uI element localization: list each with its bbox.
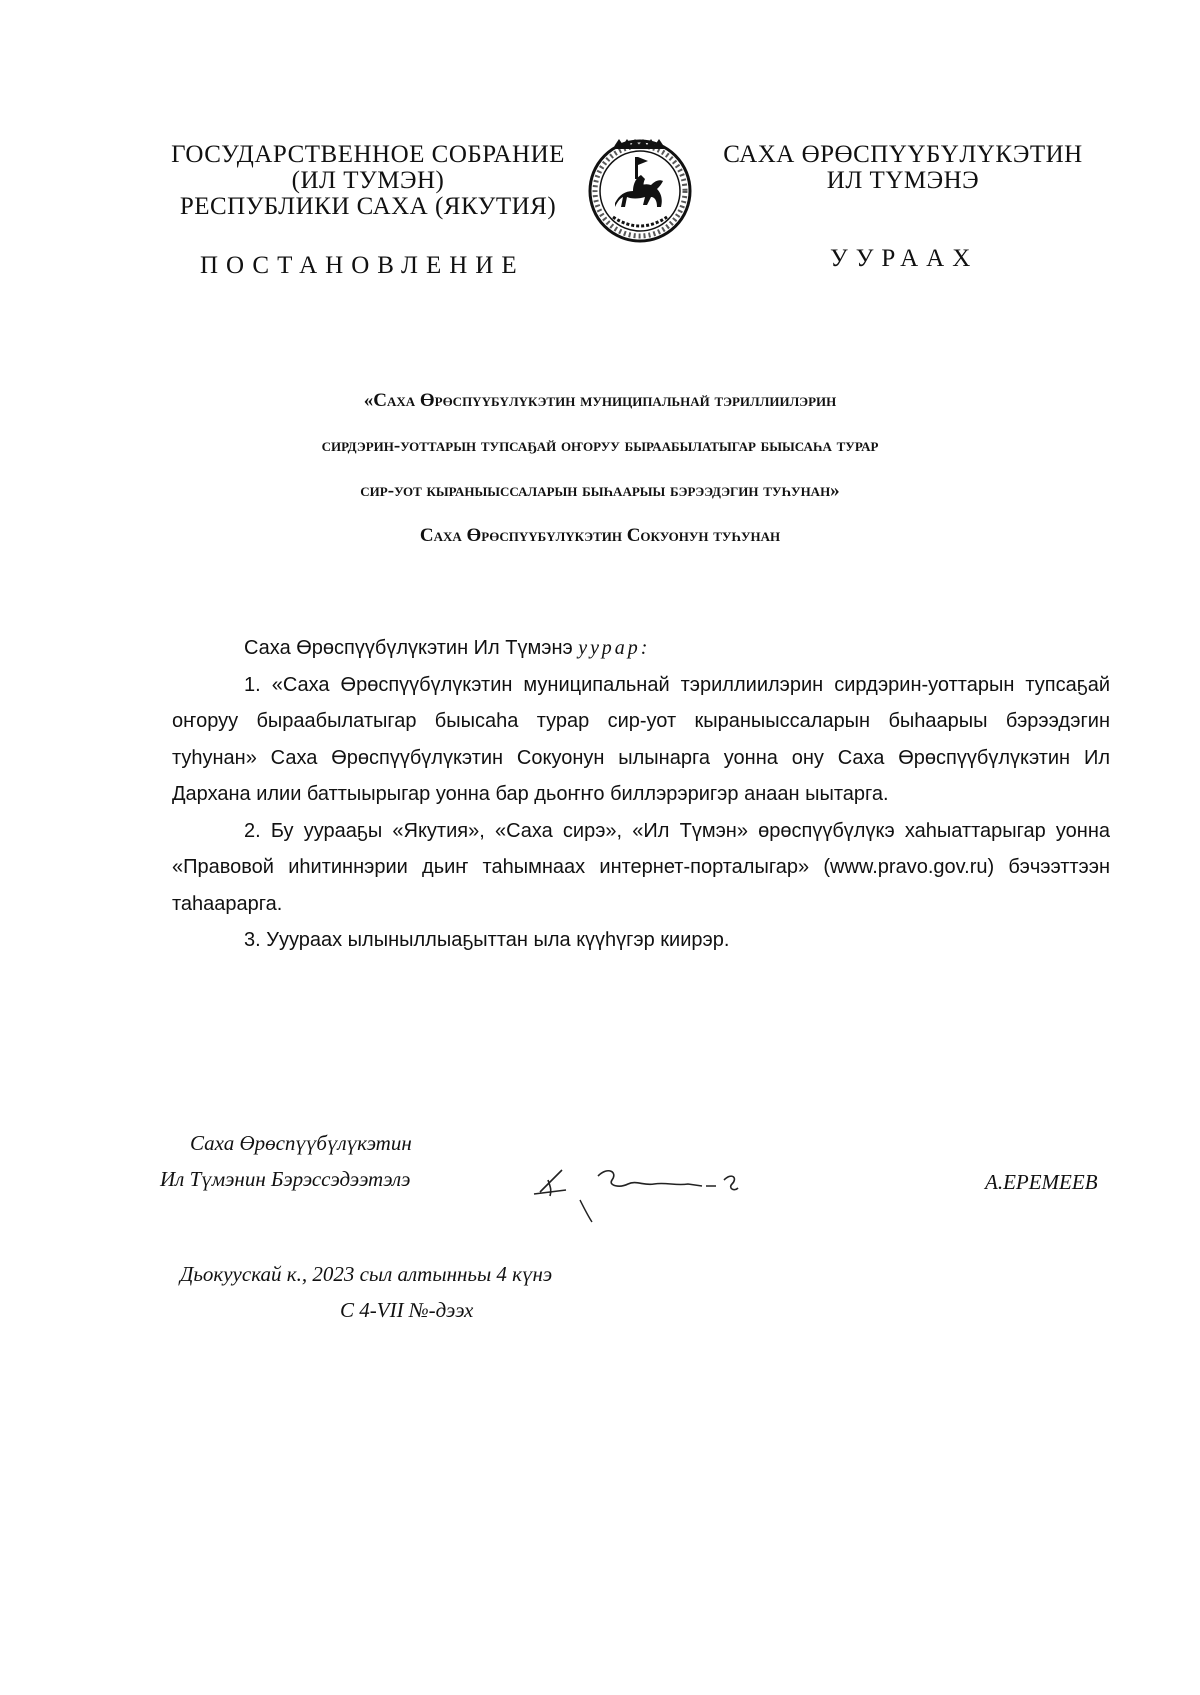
title-line-1: «Саха Өрөспүүбүлүкэтин муниципальнай тэриллиилэрин <box>363 390 837 411</box>
sakha-emblem-icon <box>585 135 695 247</box>
header-left-line-2: (ИЛ ТУМЭН) <box>291 167 445 194</box>
resolution-item-1: 1. «Саха Өрөспүүбүлүкэтин муниципальнай тэриллиилэрин сирдэрин-уоттарын тупсаҕай оҥоруу быраабылатыгар быысаһа турар сир-уот кыраныыссаларын быһаарыы бэрээдэгин туһунан» Саха Өрөспүүбүлүкэтин Сокуонун ылынарга уонна ону Саха Өрөспүүбүлүкэтин Ил Дархана илии баттыырыгар уонна бар дьоҥҥо биллэрэригэр анаан ыытарга. <box>172 673 1110 805</box>
place-and-date: Дьокуускай к., 2023 сыл алтынньы 4 күнэ <box>180 1262 553 1286</box>
header-left-line-1: ГОСУДАРСТВЕННОЕ СОБРАНИЕ <box>171 141 565 168</box>
header-left-line-3: РЕСПУБЛИКИ САХА (ЯКУТИЯ) <box>179 193 557 220</box>
signatory-position-line-1: Саха Өрөспүүбүлүкэтин <box>190 1131 412 1155</box>
handwritten-signature <box>520 1150 810 1225</box>
resolution-lead <box>172 630 1110 667</box>
title-line-4: Саха Өрөспүүбүлүкэтин Сокуонун туһунан <box>419 525 781 546</box>
signatory-position <box>160 1125 412 1197</box>
signatory-position-line-2: Ил Түмэнин Бэрэссэдээтэлэ <box>160 1167 411 1191</box>
resolution-item-3: 3. Ууураах ылыныллыаҕыттан ыла күүһүгэр киирэр. <box>244 929 730 951</box>
document-body <box>172 630 1110 959</box>
title-line-3: сир-уот кыраныыссаларын быһаарыы бэрээдэгин туһунан» <box>360 480 840 501</box>
lead-emphasis: уурар: <box>578 637 651 659</box>
title-line-2: сирдэрин-уоттарын тупсаҕай оҥоруу быраабылатыгар быысаһа турар <box>321 435 879 456</box>
document-title <box>150 378 1050 558</box>
header-left-block <box>158 142 578 220</box>
document-number: С 4-VII №-дээх <box>340 1298 474 1322</box>
header-right-line-1: САХА ӨРӨСПҮҮБҮЛҮКЭТИН <box>723 141 1083 168</box>
header-right-line-2: ИЛ ТҮМЭНЭ <box>826 167 980 194</box>
lead-text: Саха Өрөспүүбүлүкэтин Ил Түмэнэ <box>244 637 579 659</box>
header-right-block <box>708 142 1098 194</box>
signatory-name: А.ЕРЕМЕЕВ <box>985 1170 1098 1194</box>
doc-type-sah: УУРААХ <box>830 245 979 272</box>
resolution-item-2: 2. Бу уурааҕы «Якутия», «Саха сирэ», «Ил Түмэн» өрөспүүбүлүкэ хаһыаттарыгар уонна «Правовой иһитиннэрии дьиҥ таһымнаах интернет-порталыгар» (www.pravo.gov.ru) бэчээттээн таһаарарга. <box>172 819 1110 915</box>
doc-type-ru: ПОСТАНОВЛЕНИЕ <box>200 252 525 279</box>
